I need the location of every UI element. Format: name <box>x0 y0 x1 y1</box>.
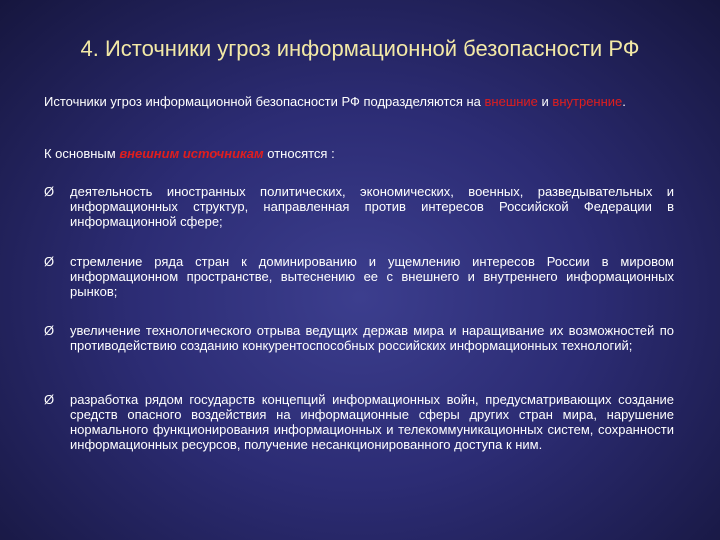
intro-paragraph <box>44 94 700 109</box>
highlight-external: внешние <box>484 94 538 109</box>
page-title: 4. Источники угроз информационной безопасности РФ <box>80 36 640 61</box>
highlight-internal: внутренние <box>552 94 623 109</box>
list-item-text: увеличение технологического отрыва ведущих держав мира и наращивание их возможностей по противодействию созданию конкурентоспособных российских информационных технологий; <box>70 323 674 353</box>
arrow-bullet-icon: Ø <box>44 323 55 338</box>
lead-text: К основным <box>44 146 120 161</box>
highlight-external-sources: внешним источникам <box>119 146 264 161</box>
intro-and: и <box>537 94 553 109</box>
list-item <box>44 254 674 299</box>
lead-paragraph <box>44 146 674 161</box>
list-item <box>44 392 674 452</box>
intro-end: . <box>622 94 626 109</box>
list-item-text: деятельность иностранных политических, экономических, военных, разведывательных и информационных структур, направленная против интересов Российской Федерации в информационной сфере; <box>70 184 674 229</box>
intro-text: Источники угроз информационной безопасности РФ подразделяются на <box>44 94 485 109</box>
lead-end: относятся : <box>263 146 335 161</box>
arrow-bullet-icon: Ø <box>44 392 55 407</box>
list-item <box>44 323 674 353</box>
list-item <box>44 184 674 229</box>
list-item-text: разработка рядом государств концепций информационных войн, предусматривающих создание средств опасного воздействия на информационные сферы других стран мира, нарушение нормального функционирования информационных и телекоммуникационных систем, сохранности информационных ресурсов, получение несанкционированного доступа к ним. <box>70 392 674 452</box>
arrow-bullet-icon: Ø <box>44 254 55 269</box>
arrow-bullet-icon: Ø <box>44 184 55 199</box>
list-item-text: стремление ряда стран к доминированию и ущемлению интересов России в мировом информационном пространстве, вытеснению ее с внешнего и внутреннего информационных рынков; <box>70 254 674 299</box>
